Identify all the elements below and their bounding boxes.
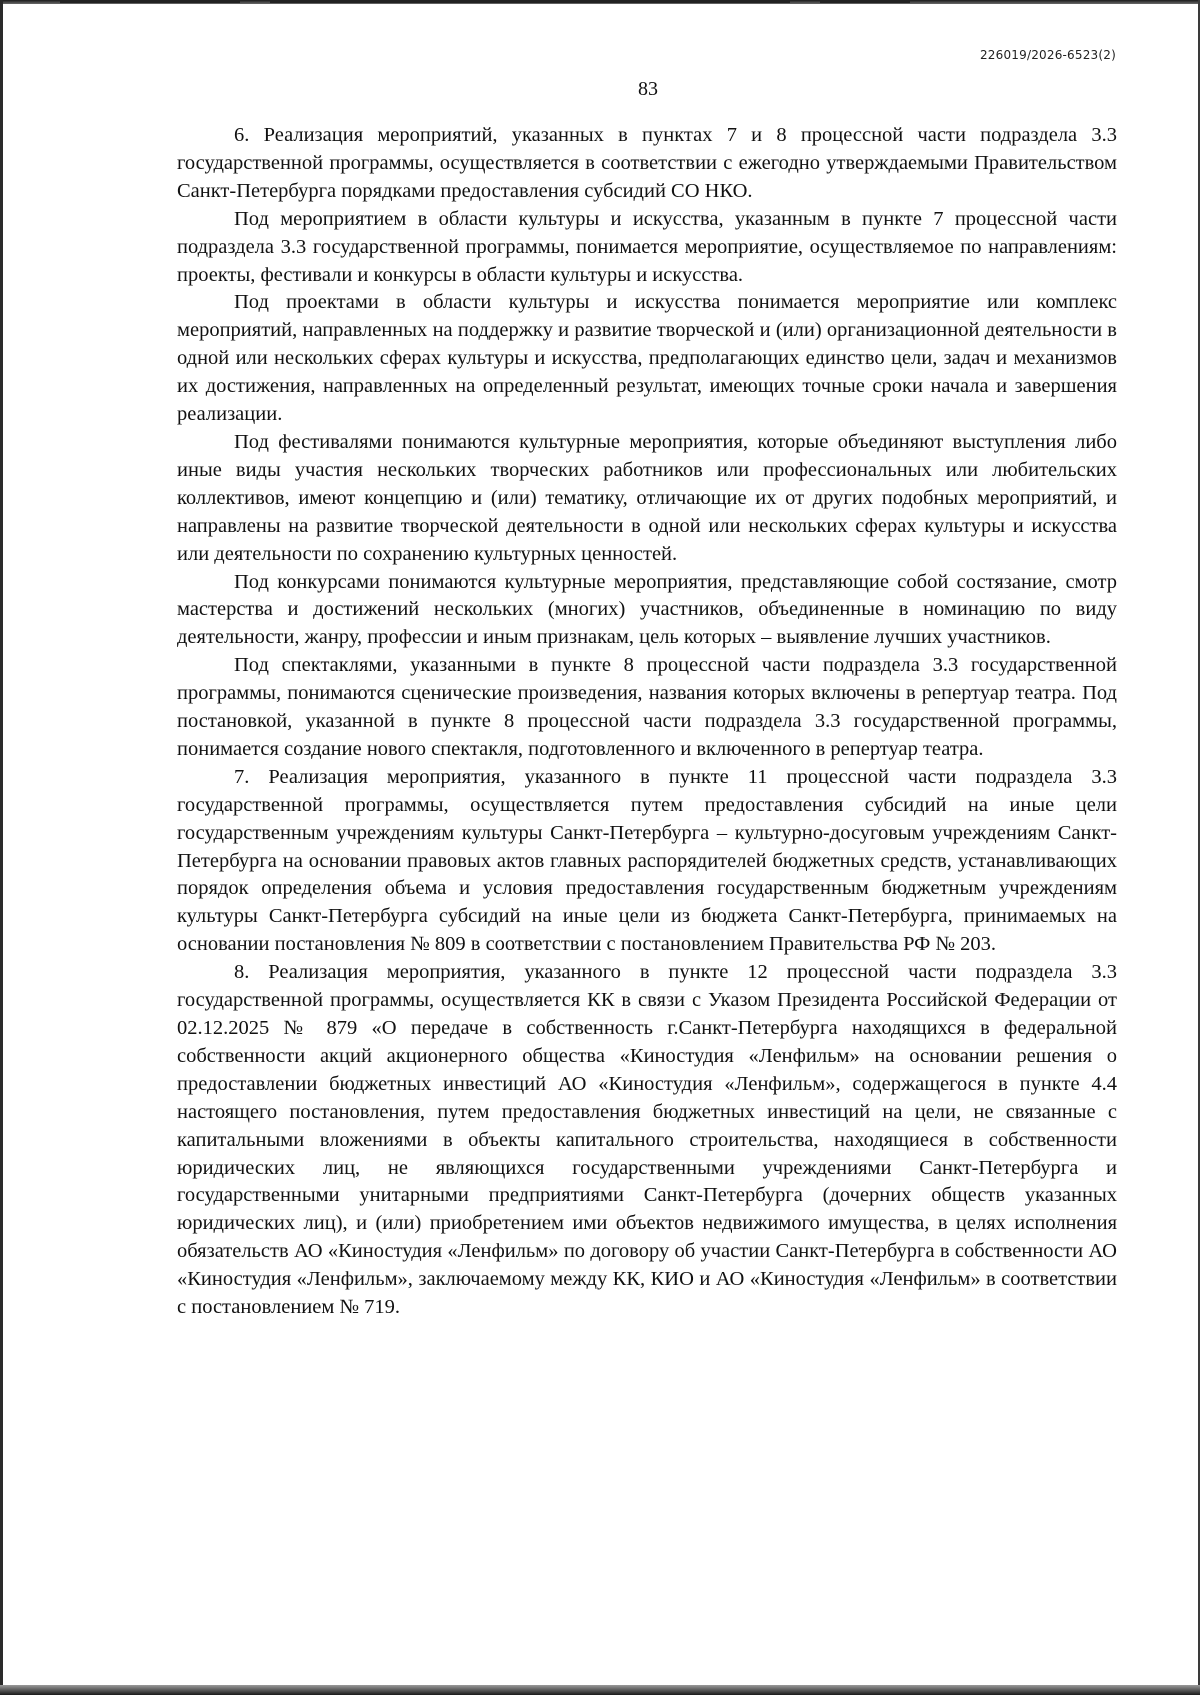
paragraph: Под мероприятием в области культуры и искусства, указанным в пункте 7 процессной части подраздела 3.3 государственной программы, понимается мероприятие, осуществляемое по направлениям: проекты, фестивали и конкурсы в области культуры и искусства.: [177, 207, 1117, 286]
scan-bottom-edge: [0, 1685, 1200, 1695]
page-number: 83: [638, 78, 658, 100]
document-body: [177, 122, 1117, 1322]
paragraph: Под спектаклями, указанными в пункте 8 процессной части подраздела 3.3 государственной программы, понимаются сценические произведения, названия которых включены в репертуар театра. Под постановкой, указанной в пункте 8 процессной части подраздела 3.3 государственной программы, понимается создание нового спектакля, подготовленного и включенного в репертуар театра.: [177, 654, 1117, 760]
scan-top-mark: [60, 0, 240, 3]
scan-top-mark: [270, 0, 790, 3]
paragraph: 8. Реализация мероприятия, указанного в пункте 12 процессной части подраздела 3.3 государственной программы, осуществляется КК в связи с Указом Президента Российской Федерации от 02.12.2025 № 879 «О передаче в собственность г.Санкт-Петербурга находящихся в федеральной собственности акций акционерного общества «Киностудия «Ленфильм» на основании решения о предоставлении бюджетных инвестиций АО «Киностудия «Ленфильм», содержащегося в пункте 4.4 настоящего постановления, путем предоставления бюджетных инвестиций на цели, не связанные с капитальными вложениями в объекты капитального строительства, находящиеся в собственности юридических лиц, не являющихся государственными учреждениями Санкт-Петербурга и государственными унитарными предприятиями Санкт-Петербурга (дочерних обществ указанных юридических лиц), и (или) приобретением ими объектов недвижимого имущества, в целях исполнения обязательств АО «Киностудия «Ленфильм» по договору об участии Санкт-Петербурга в собственности АО «Киностудия «Ленфильм», заключаемому между КК, КИО и АО «Киностудия «Ленфильм» в соответствии с постановлением № 719.: [177, 961, 1117, 1319]
paragraph: Под конкурсами понимаются культурные мероприятия, представляющие собой состязание, смотр мастерства и достижений нескольких (многих) участников, объединенные в номинацию по виду деятельности, жанру, профессии и иным признакам, цель которых – выявление лучших участников.: [177, 570, 1117, 649]
paragraph: 7. Реализация мероприятия, указанного в пункте 11 процессной части подраздела 3.3 государственной программы, осуществляется путем предоставления субсидий на иные цели государственным учреждениям культуры Санкт-Петербурга – культурно-досуговым учреждениям Санкт-Петербурга на основании правовых актов главных распорядителей бюджетных средств, устанавливающих порядок определения объема и условия предоставления государственным бюджетным учреждениям культуры Санкт-Петербурга субсидий на иные цели из бюджета Санкт-Петербурга, принимаемых на основании постановления № 809 в соответствии с постановлением Правительства РФ № 203.: [177, 765, 1117, 956]
scan-left-edge: [0, 0, 3, 1695]
paragraph: Под фестивалями понимаются культурные мероприятия, которые объединяют выступления либо иные виды участия нескольких творческих работников или профессиональных или любительских коллективов, имеют концепцию и (или) тематику, отличающие их от других подобных мероприятий, и направлены на развитие творческой деятельности в одной или нескольких сферах культуры и искусства или деятельности по сохранению культурных ценностей.: [177, 430, 1117, 565]
paragraph: 6. Реализация мероприятий, указанных в пунктах 7 и 8 процессной части подраздела 3.3 государственной программы, осуществляется в соответствии с ежегодно утверждаемыми Правительством Санкт-Петербурга порядками предоставления субсидий СО НКО.: [177, 124, 1117, 202]
scan-top-mark: [820, 0, 910, 3]
paragraph: Под проектами в области культуры и искусства понимается мероприятие или комплекс мероприятий, направленных на поддержку и развитие творческой и (или) организационной деятельности в одной или нескольких сферах культуры и искусства, предполагающих единство цели, задач и механизмов их достижения, направленных на определенный результат, имеющих точные сроки начала и завершения реализации.: [177, 291, 1117, 426]
registration-number: 226019/2026-6523(2): [979, 48, 1116, 62]
